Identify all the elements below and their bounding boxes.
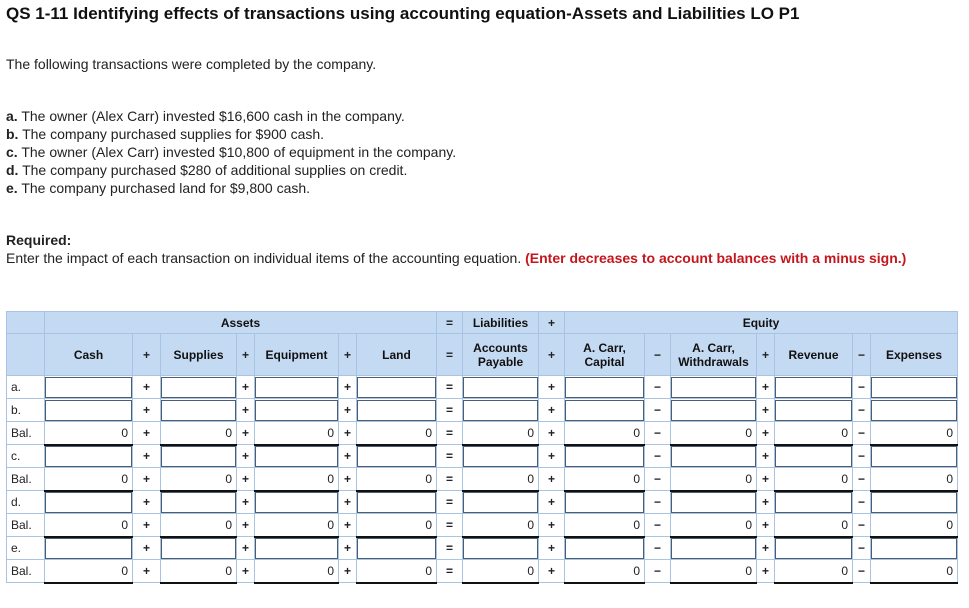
equipment-cell bbox=[255, 376, 339, 399]
minus-sign: − bbox=[645, 399, 671, 422]
equals-sign: = bbox=[437, 445, 463, 468]
required-instructions bbox=[6, 249, 961, 267]
capital-cell bbox=[565, 537, 645, 560]
accounts-payable-balance: 0 bbox=[463, 514, 539, 537]
supplies-balance: 0 bbox=[161, 422, 237, 445]
plus-sign: + bbox=[133, 560, 161, 583]
cash-input[interactable] bbox=[45, 377, 132, 398]
capital-balance: 0 bbox=[565, 468, 645, 491]
land-input[interactable] bbox=[357, 492, 436, 513]
accounts-payable-input[interactable] bbox=[463, 446, 538, 467]
plus-sign: + bbox=[133, 491, 161, 514]
accounts-payable-cell bbox=[463, 376, 539, 399]
plus-sign: + bbox=[757, 560, 775, 583]
withdrawals-balance: 0 bbox=[671, 422, 757, 445]
withdrawals-cell bbox=[671, 537, 757, 560]
minus-sign: − bbox=[853, 399, 871, 422]
plus-sign: + bbox=[237, 560, 255, 583]
expenses-input[interactable] bbox=[871, 377, 957, 398]
list-item bbox=[6, 179, 456, 197]
intro-text: The following transactions were completed by the company. bbox=[6, 56, 377, 72]
plus-sign: + bbox=[757, 514, 775, 537]
plus-sign: + bbox=[237, 445, 255, 468]
minus-sign: − bbox=[645, 491, 671, 514]
equals-sign: = bbox=[437, 376, 463, 399]
plus-sign: + bbox=[237, 376, 255, 399]
plus-sign: + bbox=[757, 491, 775, 514]
row-label: Bal. bbox=[7, 560, 45, 583]
land-input[interactable] bbox=[357, 446, 436, 467]
column-header-accounts-payable: Accounts Payable bbox=[463, 334, 539, 376]
revenue-cell bbox=[775, 399, 853, 422]
expenses-cell bbox=[871, 537, 958, 560]
plus-sign: + bbox=[539, 376, 565, 399]
row-label: e. bbox=[7, 537, 45, 560]
transaction-row bbox=[7, 376, 958, 399]
plus-sign: + bbox=[237, 422, 255, 445]
minus-sign: − bbox=[853, 468, 871, 491]
accounts-payable-balance: 0 bbox=[463, 560, 539, 583]
equipment-input[interactable] bbox=[255, 538, 338, 559]
plus-sign: + bbox=[133, 514, 161, 537]
revenue-input[interactable] bbox=[775, 538, 852, 559]
capital-input[interactable] bbox=[565, 400, 644, 421]
column-header-equipment: Equipment bbox=[255, 334, 339, 376]
capital-cell bbox=[565, 491, 645, 514]
capital-balance: 0 bbox=[565, 514, 645, 537]
withdrawals-input[interactable] bbox=[671, 377, 756, 398]
list-item bbox=[6, 107, 456, 125]
plus-sign: + bbox=[757, 376, 775, 399]
plus-sign: + bbox=[757, 399, 775, 422]
equals-sign: = bbox=[437, 468, 463, 491]
cash-cell bbox=[45, 491, 133, 514]
column-header-withdrawals: A. Carr, Withdrawals bbox=[671, 334, 757, 376]
assets-header: Assets bbox=[45, 312, 437, 334]
transaction-letter: b. bbox=[6, 126, 19, 142]
plus-sign: + bbox=[757, 334, 775, 376]
plus-sign: + bbox=[237, 334, 255, 376]
column-header-revenue: Revenue bbox=[775, 334, 853, 376]
plus-sign: + bbox=[237, 537, 255, 560]
accounts-payable-cell bbox=[463, 491, 539, 514]
equipment-balance: 0 bbox=[255, 560, 339, 583]
minus-sign: − bbox=[853, 514, 871, 537]
land-cell bbox=[357, 376, 437, 399]
supplies-cell bbox=[161, 399, 237, 422]
balance-row bbox=[7, 560, 958, 583]
plus-sign: + bbox=[237, 399, 255, 422]
minus-sign: − bbox=[645, 514, 671, 537]
plus-sign: + bbox=[757, 445, 775, 468]
equipment-cell bbox=[255, 445, 339, 468]
revenue-input[interactable] bbox=[775, 400, 852, 421]
transaction-letter: c. bbox=[6, 144, 18, 160]
expenses-balance: 0 bbox=[871, 422, 958, 445]
row-label: c. bbox=[7, 445, 45, 468]
minus-sign: − bbox=[853, 560, 871, 583]
plus-sign: + bbox=[757, 468, 775, 491]
plus-sign: + bbox=[757, 422, 775, 445]
revenue-cell bbox=[775, 491, 853, 514]
supplies-input[interactable] bbox=[161, 400, 236, 421]
plus-sign: + bbox=[133, 376, 161, 399]
withdrawals-input[interactable] bbox=[671, 446, 756, 467]
plus-sign: + bbox=[339, 514, 357, 537]
equipment-balance: 0 bbox=[255, 422, 339, 445]
plus-sign: + bbox=[133, 422, 161, 445]
column-header-cash: Cash bbox=[45, 334, 133, 376]
expenses-balance: 0 bbox=[871, 560, 958, 583]
expenses-cell bbox=[871, 399, 958, 422]
land-input[interactable] bbox=[357, 400, 436, 421]
minus-sign: − bbox=[645, 376, 671, 399]
withdrawals-balance: 0 bbox=[671, 468, 757, 491]
supplies-input[interactable] bbox=[161, 377, 236, 398]
land-input[interactable] bbox=[357, 377, 436, 398]
equipment-balance: 0 bbox=[255, 514, 339, 537]
equipment-input[interactable] bbox=[255, 377, 338, 398]
plus-sign: + bbox=[133, 445, 161, 468]
minus-sign: − bbox=[645, 468, 671, 491]
equals-sign: = bbox=[437, 312, 463, 334]
accounts-payable-balance: 0 bbox=[463, 468, 539, 491]
withdrawals-input[interactable] bbox=[671, 400, 756, 421]
equals-sign: = bbox=[437, 514, 463, 537]
transaction-row bbox=[7, 537, 958, 560]
transaction-text: The owner (Alex Carr) invested $10,800 of equipment in the company. bbox=[21, 144, 457, 160]
expenses-balance: 0 bbox=[871, 468, 958, 491]
plus-sign: + bbox=[539, 514, 565, 537]
supplies-cell bbox=[161, 445, 237, 468]
accounts-payable-cell bbox=[463, 399, 539, 422]
land-cell bbox=[357, 491, 437, 514]
plus-sign: + bbox=[133, 334, 161, 376]
plus-sign: + bbox=[237, 468, 255, 491]
minus-sign: − bbox=[853, 445, 871, 468]
liabilities-header: Liabilities bbox=[463, 312, 539, 334]
accounts-payable-cell bbox=[463, 537, 539, 560]
land-input[interactable] bbox=[357, 538, 436, 559]
required-text: Enter the impact of each transaction on individual items of the accounting equation. bbox=[6, 250, 522, 266]
equals-sign: = bbox=[437, 334, 463, 376]
revenue-balance: 0 bbox=[775, 422, 853, 445]
minus-sign: − bbox=[853, 422, 871, 445]
capital-input[interactable] bbox=[565, 377, 644, 398]
revenue-input[interactable] bbox=[775, 492, 852, 513]
plus-sign: + bbox=[539, 312, 565, 334]
accounts-payable-input[interactable] bbox=[463, 538, 538, 559]
revenue-input[interactable] bbox=[775, 446, 852, 467]
capital-input[interactable] bbox=[565, 446, 644, 467]
equipment-cell bbox=[255, 491, 339, 514]
accounts-payable-balance: 0 bbox=[463, 422, 539, 445]
withdrawals-balance: 0 bbox=[671, 560, 757, 583]
capital-cell bbox=[565, 376, 645, 399]
required-note: (Enter decreases to account balances with a minus sign.) bbox=[525, 250, 907, 266]
withdrawals-cell bbox=[671, 445, 757, 468]
cash-cell bbox=[45, 445, 133, 468]
revenue-balance: 0 bbox=[775, 560, 853, 583]
withdrawals-cell bbox=[671, 399, 757, 422]
cash-balance: 0 bbox=[45, 560, 133, 583]
plus-sign: + bbox=[133, 399, 161, 422]
equals-sign: = bbox=[437, 537, 463, 560]
supplies-balance: 0 bbox=[161, 468, 237, 491]
revenue-input[interactable] bbox=[775, 377, 852, 398]
minus-sign: − bbox=[853, 491, 871, 514]
balance-row bbox=[7, 422, 958, 445]
supplies-cell bbox=[161, 376, 237, 399]
plus-sign: + bbox=[539, 445, 565, 468]
plus-sign: + bbox=[339, 560, 357, 583]
transaction-letter: e. bbox=[6, 180, 18, 196]
row-label: b. bbox=[7, 399, 45, 422]
accounts-payable-input[interactable] bbox=[463, 492, 538, 513]
capital-input[interactable] bbox=[565, 538, 644, 559]
plus-sign: + bbox=[539, 399, 565, 422]
list-item bbox=[6, 143, 456, 161]
plus-sign: + bbox=[339, 334, 357, 376]
transaction-row bbox=[7, 491, 958, 514]
required-heading: Required: bbox=[6, 232, 72, 248]
cash-input[interactable] bbox=[45, 492, 132, 513]
row-label: d. bbox=[7, 491, 45, 514]
expenses-cell bbox=[871, 491, 958, 514]
plus-sign: + bbox=[339, 537, 357, 560]
corner-cell bbox=[7, 334, 45, 376]
equipment-input[interactable] bbox=[255, 446, 338, 467]
revenue-cell bbox=[775, 376, 853, 399]
accounts-payable-input[interactable] bbox=[463, 400, 538, 421]
land-cell bbox=[357, 537, 437, 560]
land-balance: 0 bbox=[357, 560, 437, 583]
row-label: Bal. bbox=[7, 468, 45, 491]
supplies-cell bbox=[161, 491, 237, 514]
equals-sign: = bbox=[437, 422, 463, 445]
expenses-cell bbox=[871, 376, 958, 399]
cash-cell bbox=[45, 537, 133, 560]
transaction-text: The company purchased $280 of additional supplies on credit. bbox=[22, 162, 408, 178]
row-label: Bal. bbox=[7, 422, 45, 445]
transaction-text: The company purchased supplies for $900 cash. bbox=[22, 126, 325, 142]
withdrawals-input[interactable] bbox=[671, 538, 756, 559]
capital-balance: 0 bbox=[565, 422, 645, 445]
plus-sign: + bbox=[539, 334, 565, 376]
capital-balance: 0 bbox=[565, 560, 645, 583]
plus-sign: + bbox=[339, 422, 357, 445]
equipment-input[interactable] bbox=[255, 492, 338, 513]
transaction-row bbox=[7, 399, 958, 422]
cash-input[interactable] bbox=[45, 446, 132, 467]
accounting-equation-table bbox=[6, 311, 958, 584]
cash-cell bbox=[45, 376, 133, 399]
minus-sign: − bbox=[853, 537, 871, 560]
supplies-input[interactable] bbox=[161, 538, 236, 559]
plus-sign: + bbox=[339, 445, 357, 468]
column-header-land: Land bbox=[357, 334, 437, 376]
revenue-balance: 0 bbox=[775, 468, 853, 491]
revenue-cell bbox=[775, 537, 853, 560]
equipment-input[interactable] bbox=[255, 400, 338, 421]
plus-sign: + bbox=[339, 376, 357, 399]
equals-sign: = bbox=[437, 399, 463, 422]
supplies-input[interactable] bbox=[161, 446, 236, 467]
minus-sign: − bbox=[853, 334, 871, 376]
row-label: a. bbox=[7, 376, 45, 399]
expenses-cell bbox=[871, 445, 958, 468]
expenses-input[interactable] bbox=[871, 492, 957, 513]
transaction-text: The owner (Alex Carr) invested $16,600 cash in the company. bbox=[21, 108, 405, 124]
expenses-input[interactable] bbox=[871, 400, 957, 421]
minus-sign: − bbox=[645, 334, 671, 376]
cash-balance: 0 bbox=[45, 468, 133, 491]
page-title: QS 1-11 Identifying effects of transactions using accounting equation-Assets and Liabilities LO P1 bbox=[6, 4, 800, 23]
plus-sign: + bbox=[237, 514, 255, 537]
capital-cell bbox=[565, 399, 645, 422]
column-header-capital: A. Carr, Capital bbox=[565, 334, 645, 376]
withdrawals-balance: 0 bbox=[671, 514, 757, 537]
equity-header: Equity bbox=[565, 312, 958, 334]
cash-cell bbox=[45, 399, 133, 422]
plus-sign: + bbox=[339, 399, 357, 422]
land-balance: 0 bbox=[357, 514, 437, 537]
capital-input[interactable] bbox=[565, 492, 644, 513]
supplies-balance: 0 bbox=[161, 514, 237, 537]
expenses-balance: 0 bbox=[871, 514, 958, 537]
revenue-cell bbox=[775, 445, 853, 468]
cash-balance: 0 bbox=[45, 514, 133, 537]
transaction-letter: d. bbox=[6, 162, 19, 178]
supplies-cell bbox=[161, 537, 237, 560]
plus-sign: + bbox=[539, 422, 565, 445]
land-cell bbox=[357, 445, 437, 468]
list-item bbox=[6, 161, 456, 179]
plus-sign: + bbox=[237, 491, 255, 514]
withdrawals-cell bbox=[671, 491, 757, 514]
plus-sign: + bbox=[133, 468, 161, 491]
plus-sign: + bbox=[539, 537, 565, 560]
equipment-cell bbox=[255, 537, 339, 560]
accounts-payable-input[interactable] bbox=[463, 377, 538, 398]
land-balance: 0 bbox=[357, 422, 437, 445]
plus-sign: + bbox=[539, 468, 565, 491]
equals-sign: = bbox=[437, 491, 463, 514]
transaction-row bbox=[7, 445, 958, 468]
plus-sign: + bbox=[339, 491, 357, 514]
list-item bbox=[6, 125, 456, 143]
withdrawals-input[interactable] bbox=[671, 492, 756, 513]
accounts-payable-cell bbox=[463, 445, 539, 468]
plus-sign: + bbox=[133, 537, 161, 560]
column-header-expenses: Expenses bbox=[871, 334, 958, 376]
capital-cell bbox=[565, 445, 645, 468]
expenses-input[interactable] bbox=[871, 538, 957, 559]
plus-sign: + bbox=[339, 468, 357, 491]
land-cell bbox=[357, 399, 437, 422]
transaction-letter: a. bbox=[6, 108, 18, 124]
cash-input[interactable] bbox=[45, 538, 132, 559]
minus-sign: − bbox=[645, 422, 671, 445]
withdrawals-cell bbox=[671, 376, 757, 399]
supplies-input[interactable] bbox=[161, 492, 236, 513]
plus-sign: + bbox=[757, 537, 775, 560]
plus-sign: + bbox=[539, 491, 565, 514]
cash-input[interactable] bbox=[45, 400, 132, 421]
transaction-text: The company purchased land for $9,800 cash. bbox=[21, 180, 311, 196]
balance-row bbox=[7, 468, 958, 491]
expenses-input[interactable] bbox=[871, 446, 957, 467]
transaction-list bbox=[6, 107, 456, 197]
equipment-balance: 0 bbox=[255, 468, 339, 491]
minus-sign: − bbox=[645, 445, 671, 468]
minus-sign: − bbox=[853, 376, 871, 399]
cash-balance: 0 bbox=[45, 422, 133, 445]
column-header-supplies: Supplies bbox=[161, 334, 237, 376]
revenue-balance: 0 bbox=[775, 514, 853, 537]
plus-sign: + bbox=[539, 560, 565, 583]
balance-row bbox=[7, 514, 958, 537]
equipment-cell bbox=[255, 399, 339, 422]
minus-sign: − bbox=[645, 537, 671, 560]
corner-cell bbox=[7, 312, 45, 334]
supplies-balance: 0 bbox=[161, 560, 237, 583]
equals-sign: = bbox=[437, 560, 463, 583]
land-balance: 0 bbox=[357, 468, 437, 491]
row-label: Bal. bbox=[7, 514, 45, 537]
minus-sign: − bbox=[645, 560, 671, 583]
